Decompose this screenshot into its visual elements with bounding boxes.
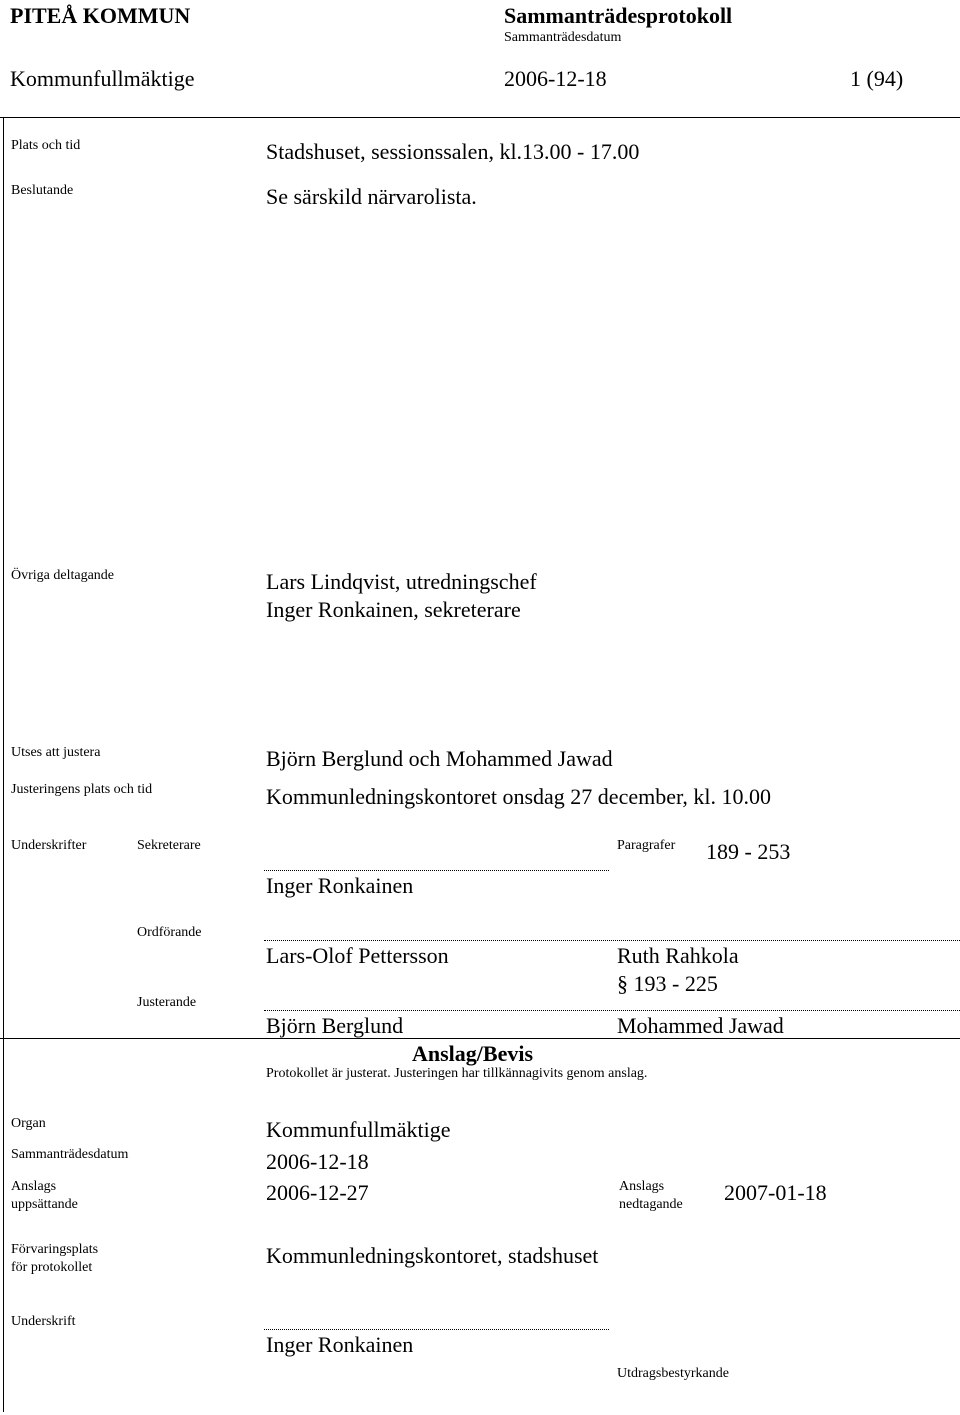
posted-label-1: Anslags [11, 1179, 57, 1194]
chair-signature-line [264, 940, 960, 941]
chair-name-1: Lars-Olof Pettersson [266, 943, 449, 968]
storage-label-2: för protokollet [11, 1260, 93, 1275]
signature-label: Underskrift [11, 1314, 76, 1329]
adjuster-name-1: Björn Berglund [266, 1013, 404, 1038]
organ-value: Kommunfullmäktige [266, 1117, 451, 1142]
place-value: Stadshuset, sessionssalen, kl.13.00 - 17.00 [266, 139, 640, 164]
removed-value: 2007-01-18 [724, 1180, 827, 1205]
page-number: 1 (94) [850, 66, 904, 91]
chair-name-2: Ruth Rahkola [617, 943, 739, 968]
adjust-place-value: Kommunledningskontoret onsdag 27 december, kl. 10.00 [266, 784, 772, 809]
governing-body: Kommunfullmäktige [10, 66, 195, 91]
others-line-1: Lars Lindqvist, utredningschef [266, 569, 537, 594]
removed-label-1: Anslags [619, 1179, 665, 1194]
signature-line [264, 1329, 609, 1330]
adjuster-label: Justerande [137, 995, 197, 1010]
notice-date-label: Sammanträdesdatum [11, 1147, 129, 1162]
notice-heading: Anslag/Bevis [412, 1041, 534, 1066]
chair-label: Ordförande [137, 925, 202, 940]
notice-date-value: 2006-12-18 [266, 1149, 369, 1174]
place-label: Plats och tid [11, 138, 81, 153]
others-line-2: Inger Ronkainen, sekreterare [266, 597, 521, 622]
removed-label-2: nedtagande [619, 1197, 683, 1212]
deciding-label: Beslutande [11, 183, 74, 198]
signatures-divider [0, 1038, 960, 1039]
secretary-name: Inger Ronkainen [266, 873, 414, 898]
left-border [3, 117, 4, 1412]
adjuster-name-2: Mohammed Jawad [617, 1013, 784, 1038]
certifier-label: Utdragsbestyrkande [617, 1366, 729, 1381]
deciding-value: Se särskild närvarolista. [266, 184, 477, 209]
paragraphs-label: Paragrafer [617, 838, 676, 853]
municipality-name: PITEÅ KOMMUN [10, 3, 191, 28]
adjuster-signature-line [264, 1010, 960, 1011]
notice-text: Protokollet är justerat. Justeringen har tillkännagivits genom anslag. [266, 1066, 648, 1081]
secretary-label: Sekreterare [137, 838, 201, 853]
signatures-label: Underskrifter [11, 838, 87, 853]
adjust-label: Utses att justera [11, 745, 101, 760]
others-label: Övriga deltagande [11, 568, 115, 583]
meeting-date-label: Sammanträdesdatum [504, 30, 622, 45]
storage-label-1: Förvaringsplats [11, 1242, 99, 1257]
adjust-place-label: Justeringens plats och tid [11, 782, 153, 797]
storage-value: Kommunledningskontoret, stadshuset [266, 1243, 599, 1268]
posted-label-2: uppsättande [11, 1197, 78, 1212]
document-type: Sammanträdesprotokoll [504, 3, 733, 28]
paragraphs-value: 189 - 253 [706, 839, 791, 864]
header-divider [0, 117, 960, 118]
signature-name: Inger Ronkainen [266, 1332, 414, 1357]
secretary-signature-line [264, 870, 609, 871]
adjust-value: Björn Berglund och Mohammed Jawad [266, 746, 613, 771]
posted-value: 2006-12-27 [266, 1180, 369, 1205]
organ-label: Organ [11, 1116, 46, 1131]
meeting-date: 2006-12-18 [504, 66, 607, 91]
chair-paragraphs: § 193 - 225 [617, 971, 718, 996]
